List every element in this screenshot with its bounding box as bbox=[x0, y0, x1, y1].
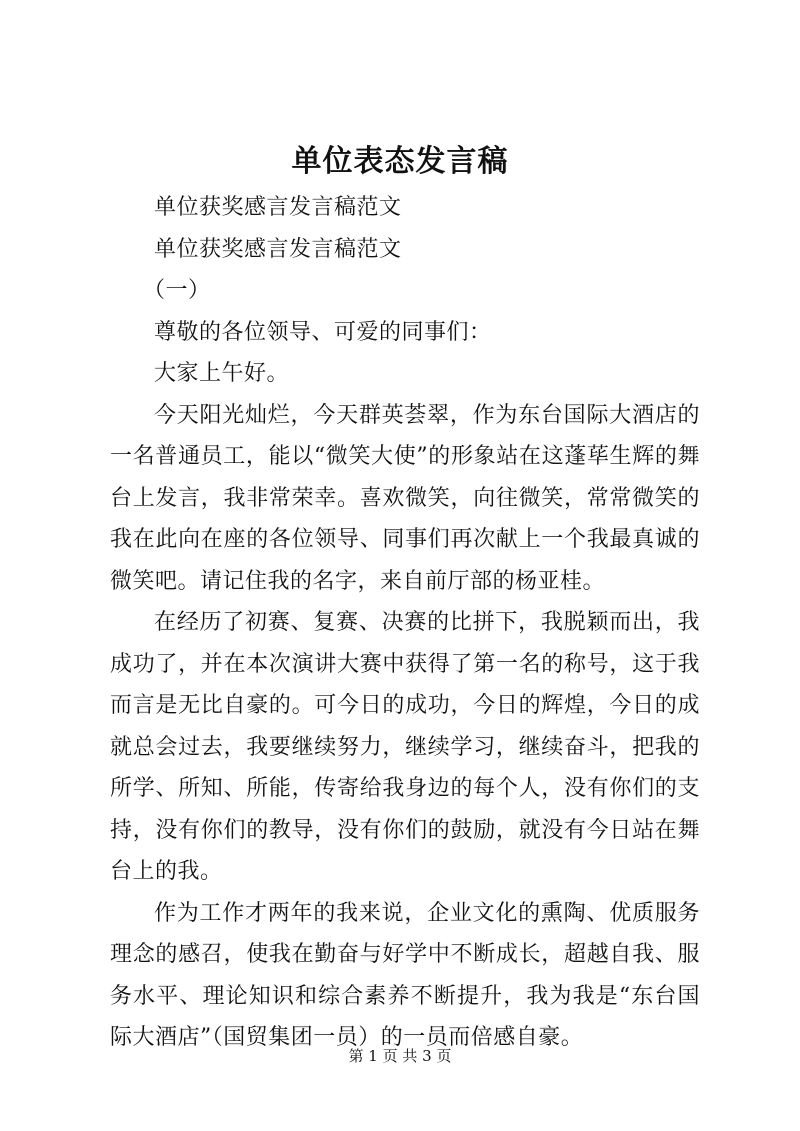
greeting: 大家上午好。 bbox=[154, 361, 290, 386]
document-title: 单位表态发言稿 bbox=[291, 144, 509, 179]
subtitle-line-1: 单位获奖感言发言稿范文 bbox=[154, 195, 402, 220]
body-paragraph-1: 今天阳光灿烂，今天群英荟翠，作为东台国际大酒店的一名普通员工，能以“微笑大使”的形象站在这蓬荜生辉的舞台上发言，我非常荣幸。喜欢微笑，向往微笑，常常微笑的我在此向在座的各位领导、同事们再次献上一个我最真诚的微笑吧。请记住我的名字，来自前厅部的杨亚桂。 bbox=[110, 402, 700, 594]
body-paragraph-3: 作为工作才两年的我来说，企业文化的熏陶、优质服务理念的感召，使我在勤奋与好学中不断成长，超越自我、服务水平、理论知识和综合素养不断提升，我为我是“东台国际大酒店”（国贸集团一员）的一员而倍感自豪。 bbox=[110, 900, 700, 1050]
section-number: （一） bbox=[143, 278, 211, 303]
page-footer: 第 1 页 共 3 页 bbox=[348, 1047, 452, 1065]
subtitle-line-2: 单位获奖感言发言稿范文 bbox=[154, 236, 402, 262]
body-paragraph-2: 在经历了初赛、复赛、决赛的比拼下，我脱颖而出，我成功了，并在本次演讲大赛中获得了第一名的称号，这于我而言是无比自豪的。可今日的成功，今日的辉煌，今日的成就总会过去，我要继续努力，继续学习，继续奋斗，把我的所学、所知、所能，传寄给我身边的每个人，没有你们的支持，没有你们的教导，没有你们的鼓励，就没有今日站在舞台上的我。 bbox=[110, 610, 700, 884]
document-body bbox=[110, 187, 700, 1059]
salutation: 尊敬的各位领导、可爱的同事们： bbox=[154, 319, 492, 345]
